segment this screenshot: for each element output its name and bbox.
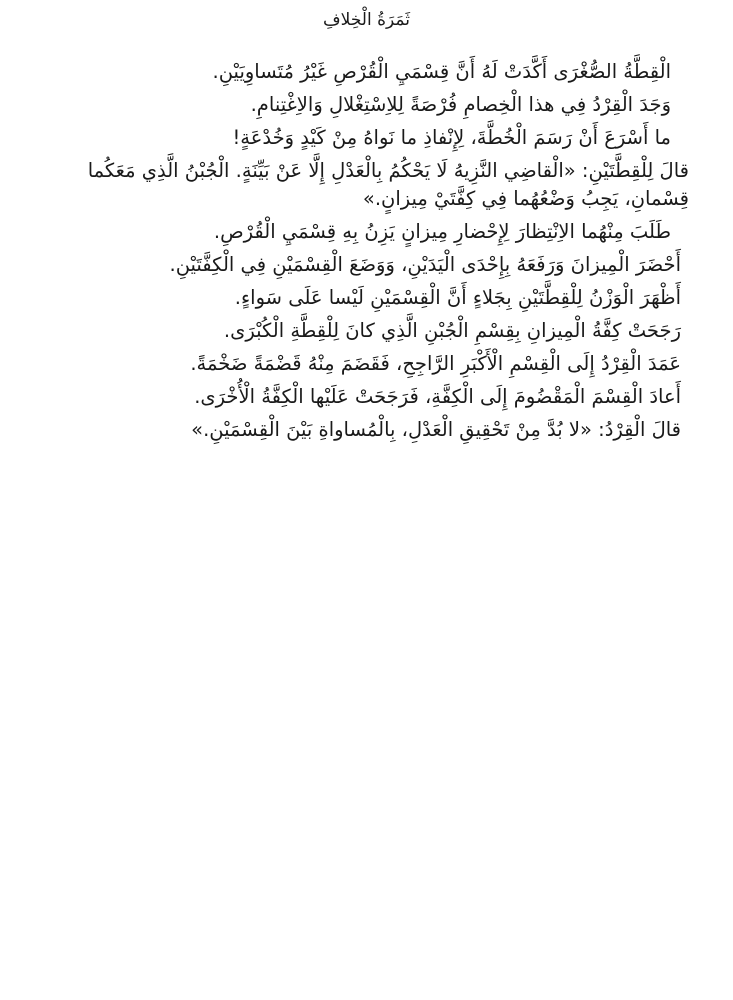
page-title: ثَمَرَةُ الْخِلافِ xyxy=(323,10,410,30)
story-line-6: أَحْضَرَ الْمِيزانَ وَرَفَعَهُ بِإِحْدَى الْيَدَيْنِ، وَوَضَعَ الْقِسْمَيْنِ فِي الْكِفَّتَيْنِ. xyxy=(169,253,681,276)
story-line-11: قالَ الْقِرْدُ: «لا بُدَّ مِنْ تَحْقِيقِ الْعَدْلِ، بِالْمُساواةِ بَيْنَ الْقِسْمَيْنِ.» xyxy=(191,418,681,441)
story-line-1: الْقِطَّةُ الصُّغْرَى أَكَّدَتْ لَهُ أَنَّ قِسْمَيِ الْقُرْصِ غَيْرُ مُتَساوِيَيْنِ. xyxy=(212,60,671,83)
story-line-3: ما أَسْرَعَ أَنْ رَسَمَ الْخُطَّةَ، لِإِنْفاذِ ما نَواهُ مِنْ كَيْدٍ وَخُدْعَةٍ! xyxy=(232,126,671,149)
story-line-4: قالَ لِلْقِطَّتَيْنِ: «الْقاضِي النَّزِيهُ لَا يَحْكُمُ بِالْعَدْلِ إِلَّا عَنْ بَيِّنَةٍ. الْجُبْنُ الَّذِي مَعَكُما قِسْمانِ، يَجِبُ وَضْعُهُما فِي كِفَّتَيْ مِيزانٍ.» xyxy=(87,159,689,210)
story-line-7: أَظْهَرَ الْوَزْنُ لِلْقِطَّتَيْنِ بِجَلاءٍ أَنَّ الْقِسْمَيْنِ لَيْسا عَلَى سَواءٍ. xyxy=(234,286,681,309)
story-line-9: عَمَدَ الْقِرْدُ إِلَى الْقِسْمِ الْأَكْبَرِ الرَّاجِحِ، فَقَضَمَ مِنْهُ قَضْمَةً ضَخْمَةً. xyxy=(190,352,681,375)
story-line-2: وَجَدَ الْقِرْدُ فِي هذا الْخِصامِ فُرْصَةً لِلاِسْتِغْلالِ وَالاِغْتِنامِ. xyxy=(250,93,671,116)
story-line-5: طَلَبَ مِنْهُما الاِنْتِظارَ لِإِحْضارِ مِيزانٍ يَزِنُ بِهِ قِسْمَيِ الْقُرْصِ. xyxy=(213,220,671,243)
story-line-10: أَعادَ الْقِسْمَ الْمَقْضُومَ إِلَى الْكِفَّةِ، فَرَجَحَتْ عَلَيْها الْكِفَّةُ الْأُخْرَى. xyxy=(194,385,681,408)
story-body xyxy=(28,58,689,449)
story-line-8: رَجَحَتْ كِفَّةُ الْمِيزانِ بِقِسْمِ الْجُبْنِ الَّذِي كانَ لِلْقِطَّةِ الْكُبْرَى. xyxy=(223,319,681,342)
